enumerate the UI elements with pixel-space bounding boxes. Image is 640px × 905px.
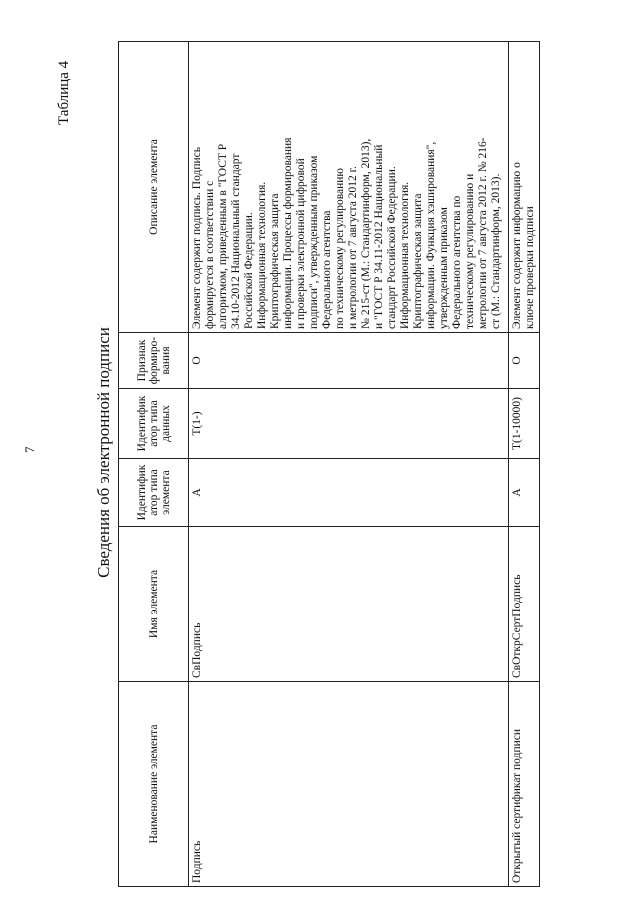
cell-description: Элемент содержит подпись. Подпись формируется в соответствии с алгоритмом, приведенным в "ГОСТ Р 34.10-2012 Национальный стандарт Российской Федерации. Информационная технология. Криптографическая защита информации. Процессы формирования и проверки электронной цифровой подписи", утвержденным приказом Федерального агентства по техническому регулированию и метрологии от 7 августа 2012 г. № 215-ст (М.: Стандартинформ, 2013), и "ГОСТ Р 34.11-2012 Национальный стандарт Российской Федерации. Информационная технология. Криптографическая защита информации. Функция хэширования", утвержденным приказом Федерального агентства по техническому регулированию и метрологии от 7 августа 2012 г. № 216- ст (М.: Стандартинформ, 2013). — [189, 42, 509, 333]
page-title: Сведения об электронной подписи — [94, 327, 113, 578]
table-header-row — [119, 42, 189, 887]
page-number: 7 — [22, 446, 37, 453]
cell-type-id: А — [509, 459, 540, 527]
cell-type-id: А — [189, 459, 509, 527]
signature-table — [118, 41, 540, 887]
header-cell: Наименование элемента — [119, 682, 189, 887]
cell-element: СвПодпись — [189, 527, 509, 682]
header-cell: Признак формиро- вания — [119, 333, 189, 389]
header-cell: Идентифик атор типа элемента — [119, 459, 189, 527]
cell-data-type: Т(1-) — [189, 389, 509, 459]
table-row — [509, 42, 540, 887]
cell-name: Открытый сертификат подписи — [509, 682, 540, 887]
cell-element: СвОткрСертПодпись — [509, 527, 540, 682]
cell-description: Элемент содержит информацию о ключе проверки подписи — [509, 42, 540, 333]
table-label: Таблица 4 — [56, 60, 72, 125]
header-cell: Имя элемента — [119, 527, 189, 682]
table-row — [189, 42, 509, 887]
cell-data-type: Т(1-10000) — [509, 389, 540, 459]
cell-name: Подпись — [189, 682, 509, 887]
cell-flag: О — [509, 333, 540, 389]
header-cell: Идентифик атор типа данных — [119, 389, 189, 459]
cell-flag: О — [189, 333, 509, 389]
header-cell: Описание элемента — [119, 42, 189, 333]
